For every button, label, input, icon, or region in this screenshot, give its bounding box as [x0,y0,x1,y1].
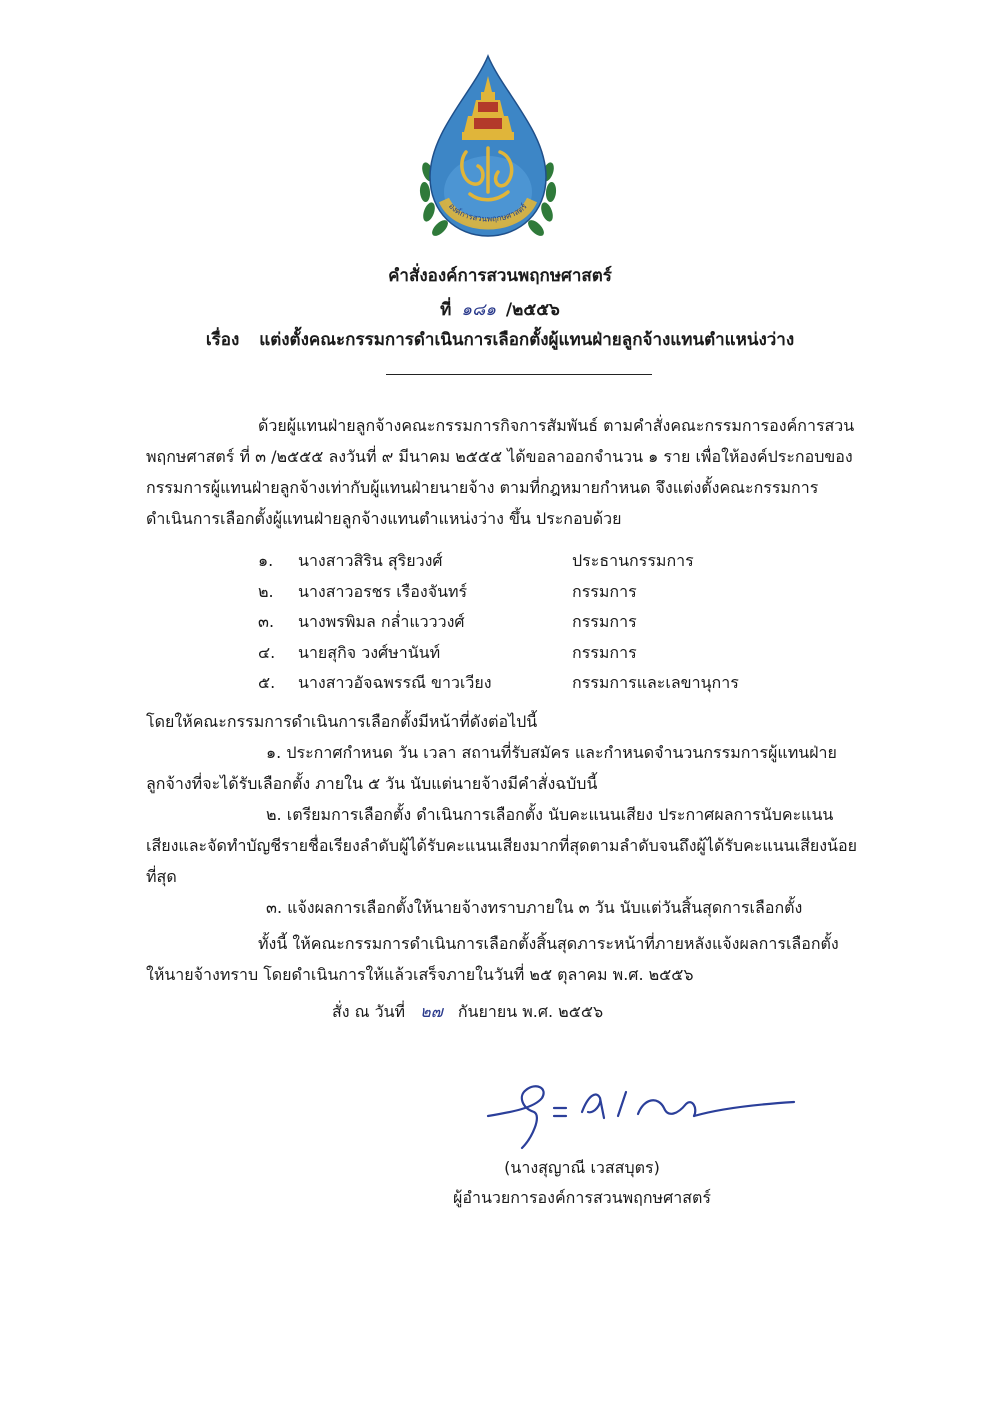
duties-paragraph [146,706,898,923]
member-role: กรรมการ [572,581,637,601]
member-name: นางสาวอรชร เรืองจันทร์ [298,581,468,601]
intro-line: กรรมการผู้แทนฝ่ายลูกจ้างเท่ากับผู้แทนฝ่ายนายจ้าง ตามที่กฎหมายกำหนด จึงแต่งตั้งคณะกรรมการ [146,478,819,497]
duty-line: ๒. เตรียมการเลือกตั้ง ดำเนินการเลือกตั้ง นับคะแนนเสียง ประกาศผลการนับคะแนน [266,805,834,824]
order-number-value: ๑๘๑ [461,300,496,320]
member-number: ๒. [258,581,274,601]
duty-line: ที่สุด [146,867,177,886]
member-name: นางสาวอัจฉพรรณี ขาวเวียง [298,673,492,692]
duties-intro: โดยให้คณะกรรมการดำเนินการเลือกตั้งมีหน้าที่ดังต่อไปนี้ [146,712,538,731]
member-number: ๑. [258,551,274,570]
signer-title: ผู้อำนวยการองค์การสวนพฤกษศาสตร์ [453,1188,711,1207]
member-role: กรรมการและเลขานุการ [572,673,739,692]
member-row [258,577,818,608]
date-day: ๒๗ [420,1002,443,1021]
member-role: ประธานกรรมการ [572,551,694,570]
subject-label: เรื่อง [205,330,240,350]
order-number-prefix: ที่ [440,300,452,320]
duty-line: ๑. ประกาศกำหนด วัน เวลา สถานที่รับสมัคร และกำหนดจำนวนกรรมการผู้แทนฝ่าย [266,743,837,762]
order-subject [0,326,1000,353]
subject-text: แต่งตั้งคณะกรรมการดำเนินการเลือกตั้งผู้แทนฝ่ายลูกจ้างแทนตำแหน่งว่าง [259,330,795,350]
duty-line: ๓. แจ้งผลการเลือกตั้งให้นายจ้างทราบภายใน ๓ วัน นับแต่วันสิ้นสุดการเลือกตั้ง [266,898,803,917]
member-role: กรรมการ [572,642,637,662]
order-date [332,1000,603,1025]
duty-line: เสียงและจัดทำบัญชีรายชื่อเรียงลำดับผู้ได้รับคะแนนเสียงมากที่สุดตามลำดับจนถึงผู้ได้รับคะแนนเสียงน้อย [146,836,857,855]
member-number: ๕. [258,673,276,692]
header-divider [386,374,652,375]
member-role: กรรมการ [572,612,637,631]
intro-line: ด้วยผู้แทนฝ่ายลูกจ้างคณะกรรมการกิจการสัมพันธ์ ตามคำสั่งคณะกรรมการองค์การสวน [258,416,855,435]
member-row [258,668,818,699]
member-name: นายสุกิจ วงศ์ษานันท์ [298,642,441,662]
seal-ring-text: องค์การสวนพฤกษศาสตร์ [446,201,529,224]
intro-paragraph [146,410,898,534]
intro-line: พฤกษศาสตร์ ที่ ๓ /๒๕๕๕ ลงวันที่ ๙ มีนาคม ๒๕๕๕ ได้ขอลาออกจำนวน ๑ ราย เพื่อให้องค์ประกอบของ [146,447,853,466]
member-name: นางพรพิมล กล่ำแวววงศ์ [298,612,465,631]
organization-seal-logo [418,52,558,242]
order-number [0,296,1000,323]
member-number: ๔. [258,642,276,662]
closing-line: ให้นายจ้างทราบ โดยดำเนินการให้แล้วเสร็จภายในวันที่ ๒๕ ตุลาคม พ.ศ. ๒๕๕๖ [146,965,694,984]
handwritten-signature [482,1068,802,1158]
member-name: นางสาวสิริน สุริยวงศ์ [298,551,443,570]
closing-line: ทั้งนี้ ให้คณะกรรมการดำเนินการเลือกตั้งสิ้นสุดภาระหน้าที่ภายหลังแจ้งผลการเลือกตั้ง [258,934,839,953]
duty-line: ลูกจ้างที่จะได้รับเลือกตั้ง ภายใน ๕ วัน นับแต่นายจ้างมีคำสั่งฉบับนี้ [146,774,598,793]
member-row [258,607,818,638]
date-suffix: กันยายน พ.ศ. ๒๕๕๖ [457,1002,604,1021]
member-row [258,638,818,669]
member-row [258,546,818,577]
order-number-year: /๒๕๕๖ [505,300,560,320]
intro-line: ดำเนินการเลือกตั้งผู้แทนฝ่ายลูกจ้างแทนตำแหน่งว่าง ขึ้น ประกอบด้วย [146,509,622,528]
closing-paragraph [146,928,898,990]
order-title: คำสั่งองค์การสวนพฤกษศาสตร์ [388,266,612,286]
member-number: ๓. [258,612,275,631]
date-prefix: สั่ง ณ วันที่ [332,1002,406,1021]
signer-name: (นางสุญาณี เวสสบุตร) [504,1158,660,1177]
committee-member-list [258,546,818,699]
